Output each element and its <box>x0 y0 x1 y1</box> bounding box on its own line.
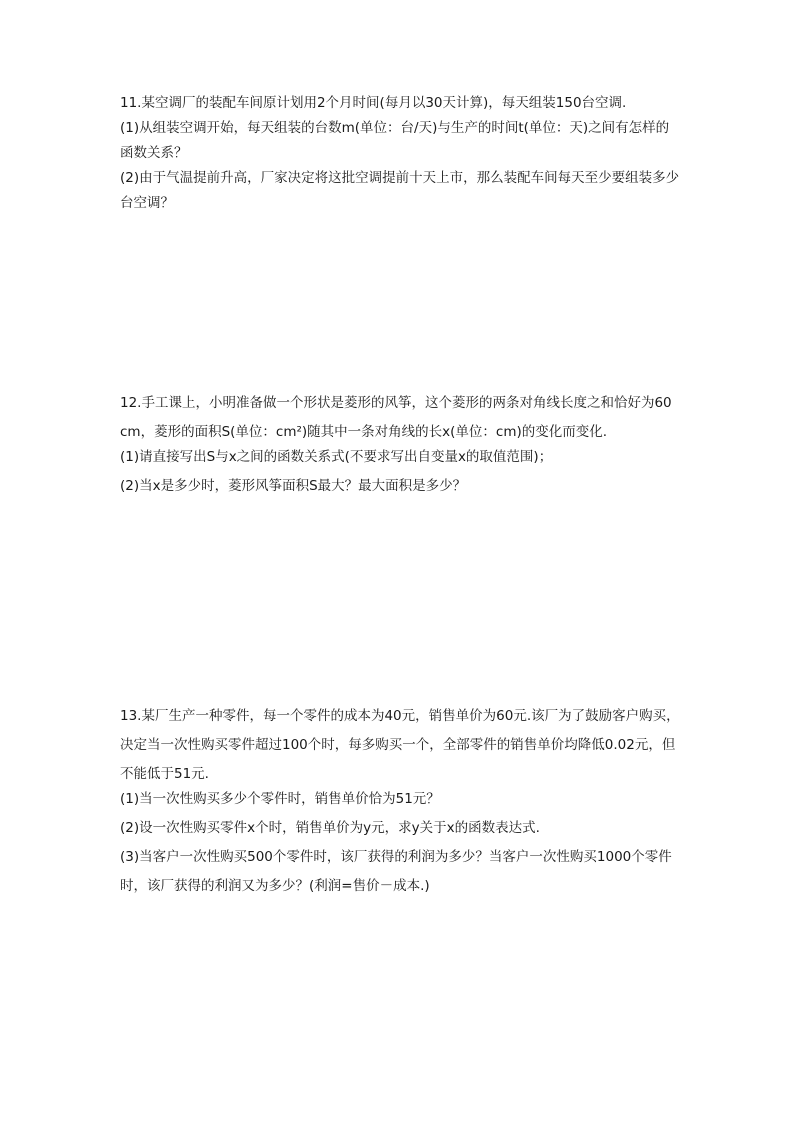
problem-13-statement: 13.某厂生产一种零件，每一个零件的成本为40元，销售单价为60元.该厂为了鼓励客户购买， <box>120 708 680 724</box>
problem-11-part-2: (2)由于气温提前升高，厂家决定将这批空调提前十天上市，那么装配车间每天至少要组装多少 <box>120 170 680 186</box>
problem-11-part-1-cont: 函数关系？ <box>120 145 188 161</box>
problem-11 <box>120 94 700 219</box>
problem-12-part-1: (1)请直接写出S与x之间的函数关系式(不要求写出自变量x的取值范围)； <box>120 449 553 465</box>
problem-12 <box>120 394 700 506</box>
problem-13-part-1: (1)当一次性购买多少个零件时，销售单价恰为51元？ <box>120 791 440 807</box>
problem-12-statement: 12.手工课上，小明准备做一个形状是菱形的风筝，这个菱形的两条对角线长度之和恰好为60 <box>120 395 672 411</box>
problem-13-statement-cont: 决定当一次性购买零件超过100个时，每多购买一个，全部零件的销售单价均降低0.02元，但 <box>120 737 676 753</box>
problem-13-part-2: (2)设一次性购买零件x个时，销售单价为y元，求y关于x的函数表达式. <box>120 820 540 836</box>
problem-12-statement-cont: cm，菱形的面积S(单位：cm²)随其中一条对角线的长x(单位：cm)的变化而变化. <box>120 424 608 440</box>
problem-11-part-1: (1)从组装空调开始，每天组装的台数m(单位：台/天)与生产的时间t(单位：天)之间有怎样的 <box>120 120 670 136</box>
problem-13-part-3-cont: 时，该厂获得的利润又为多少？(利润=售价－成本.) <box>120 878 430 894</box>
problem-13-statement-end: 不能低于51元. <box>120 766 209 782</box>
problem-11-part-2-cont: 台空调？ <box>120 195 174 211</box>
problem-12-part-2: (2)当x是多少时，菱形风筝面积S最大？最大面积是多少？ <box>120 478 467 494</box>
problem-13 <box>120 707 700 906</box>
problem-11-statement: 11.某空调厂的装配车间原计划用2个月时间(每月以30天计算)，每天组装150台空调. <box>120 95 627 111</box>
problem-13-part-3: (3)当客户一次性购买500个零件时，该厂获得的利润为多少？当客户一次性购买1000个零件 <box>120 849 672 865</box>
